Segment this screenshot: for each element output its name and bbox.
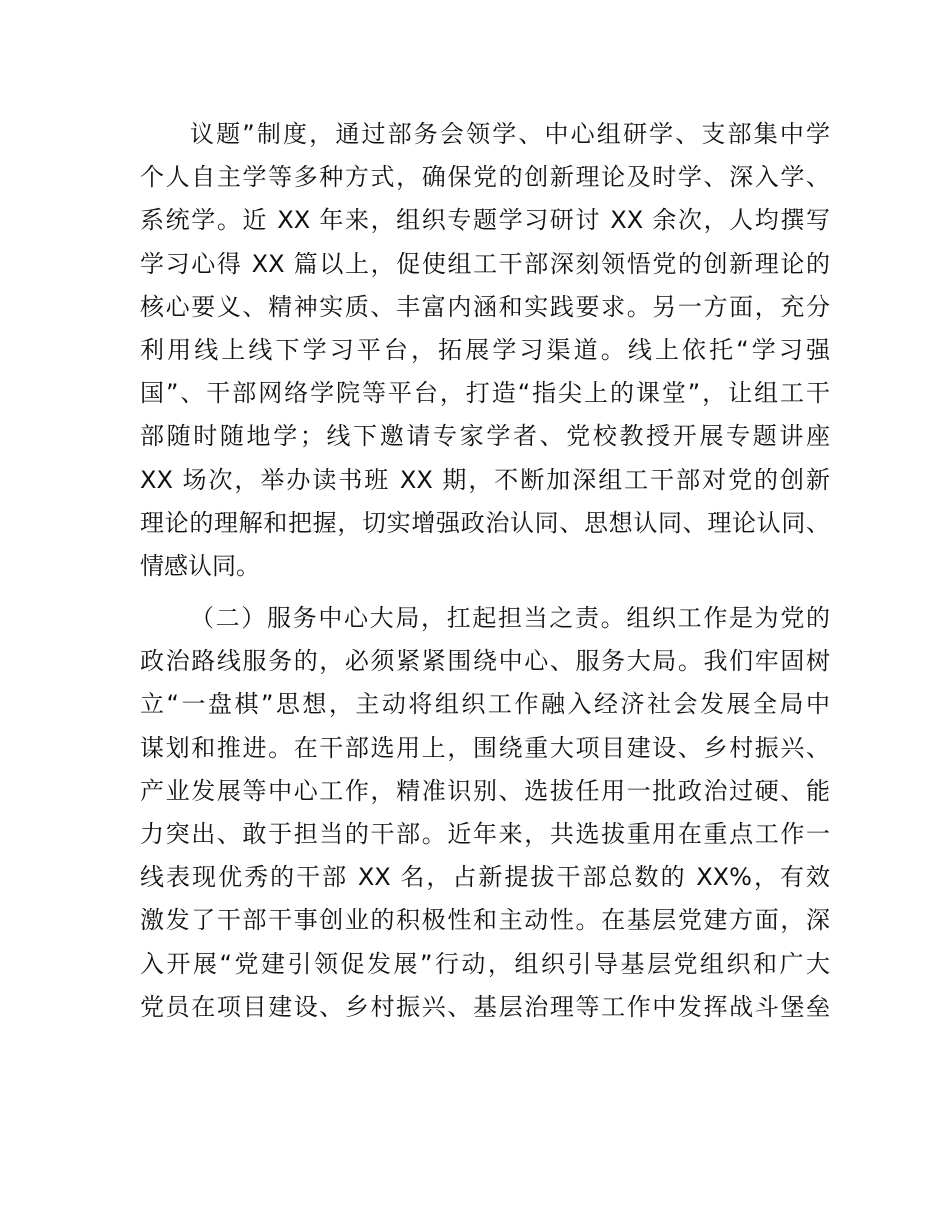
text-line: 个人自主学等多种方式，确保党的创新理论及时学、深入学、 <box>140 163 830 192</box>
text-line: XX 场次，举办读书班 XX 期，不断加深组工干部对党的创新 <box>140 465 830 494</box>
section-heading-line: （二）服务中心大局，扛起担当之责。组织工作是为党的 <box>190 604 830 633</box>
text-line: 系统学。近 XX 年来，组织专题学习研讨 XX 余次，人均撰写 <box>140 206 830 235</box>
text-line: 利用线上线下学习平台，拓展学习渠道。线上依托“学习强 <box>140 335 830 364</box>
text-line: 部随时随地学；线下邀请专家学者、党校教授开展专题讲座 <box>140 422 830 451</box>
paragraph-2 <box>140 597 830 1029</box>
text-line: 学习心得 XX 篇以上，促使组工干部深刻领悟党的创新理论的 <box>140 249 830 278</box>
text-line: 国”、干部网络学院等平台，打造“指尖上的课堂”，让组工干 <box>140 379 830 408</box>
text-line: 议题”制度，通过部务会领学、中心组研学、支部集中学 <box>190 120 830 148</box>
paragraph-1 <box>140 113 830 588</box>
text-line: 力突出、敢于担当的干部。近年来，共选拔重用在重点工作一 <box>140 820 830 848</box>
text-line: 谋划和推进。在干部选用上，围绕重大项目建设、乡村振兴、 <box>140 733 830 762</box>
text-line: 激发了干部干事创业的积极性和主动性。在基层党建方面，深 <box>140 906 830 935</box>
document-body <box>140 113 830 1029</box>
text-line: 入开展“党建引领促发展”行动，组织引导基层党组织和广大 <box>140 949 830 978</box>
text-line: 政治路线服务的，必须紧紧围绕中心、服务大局。我们牢固树 <box>140 647 830 676</box>
paragraph-spacer <box>140 588 830 597</box>
text-line: 情感认同。 <box>140 551 260 580</box>
text-line: 线表现优秀的干部 XX 名，占新提拔干部总数的 XX%，有效 <box>140 863 830 892</box>
text-line: 产业发展等中心工作，精准识别、选拔任用一批政治过硬、能 <box>140 776 830 805</box>
text-line: 党员在项目建设、乡村振兴、基层治理等工作中发挥战斗堡垒 <box>140 992 830 1021</box>
text-line: 立“一盘棋”思想，主动将组织工作融入经济社会发展全局中 <box>140 690 830 719</box>
text-line: 理论的理解和把握，切实增强政治认同、思想认同、理论认同、 <box>140 508 830 537</box>
text-line: 核心要义、精神实质、丰富内涵和实践要求。另一方面，充分 <box>140 292 830 321</box>
